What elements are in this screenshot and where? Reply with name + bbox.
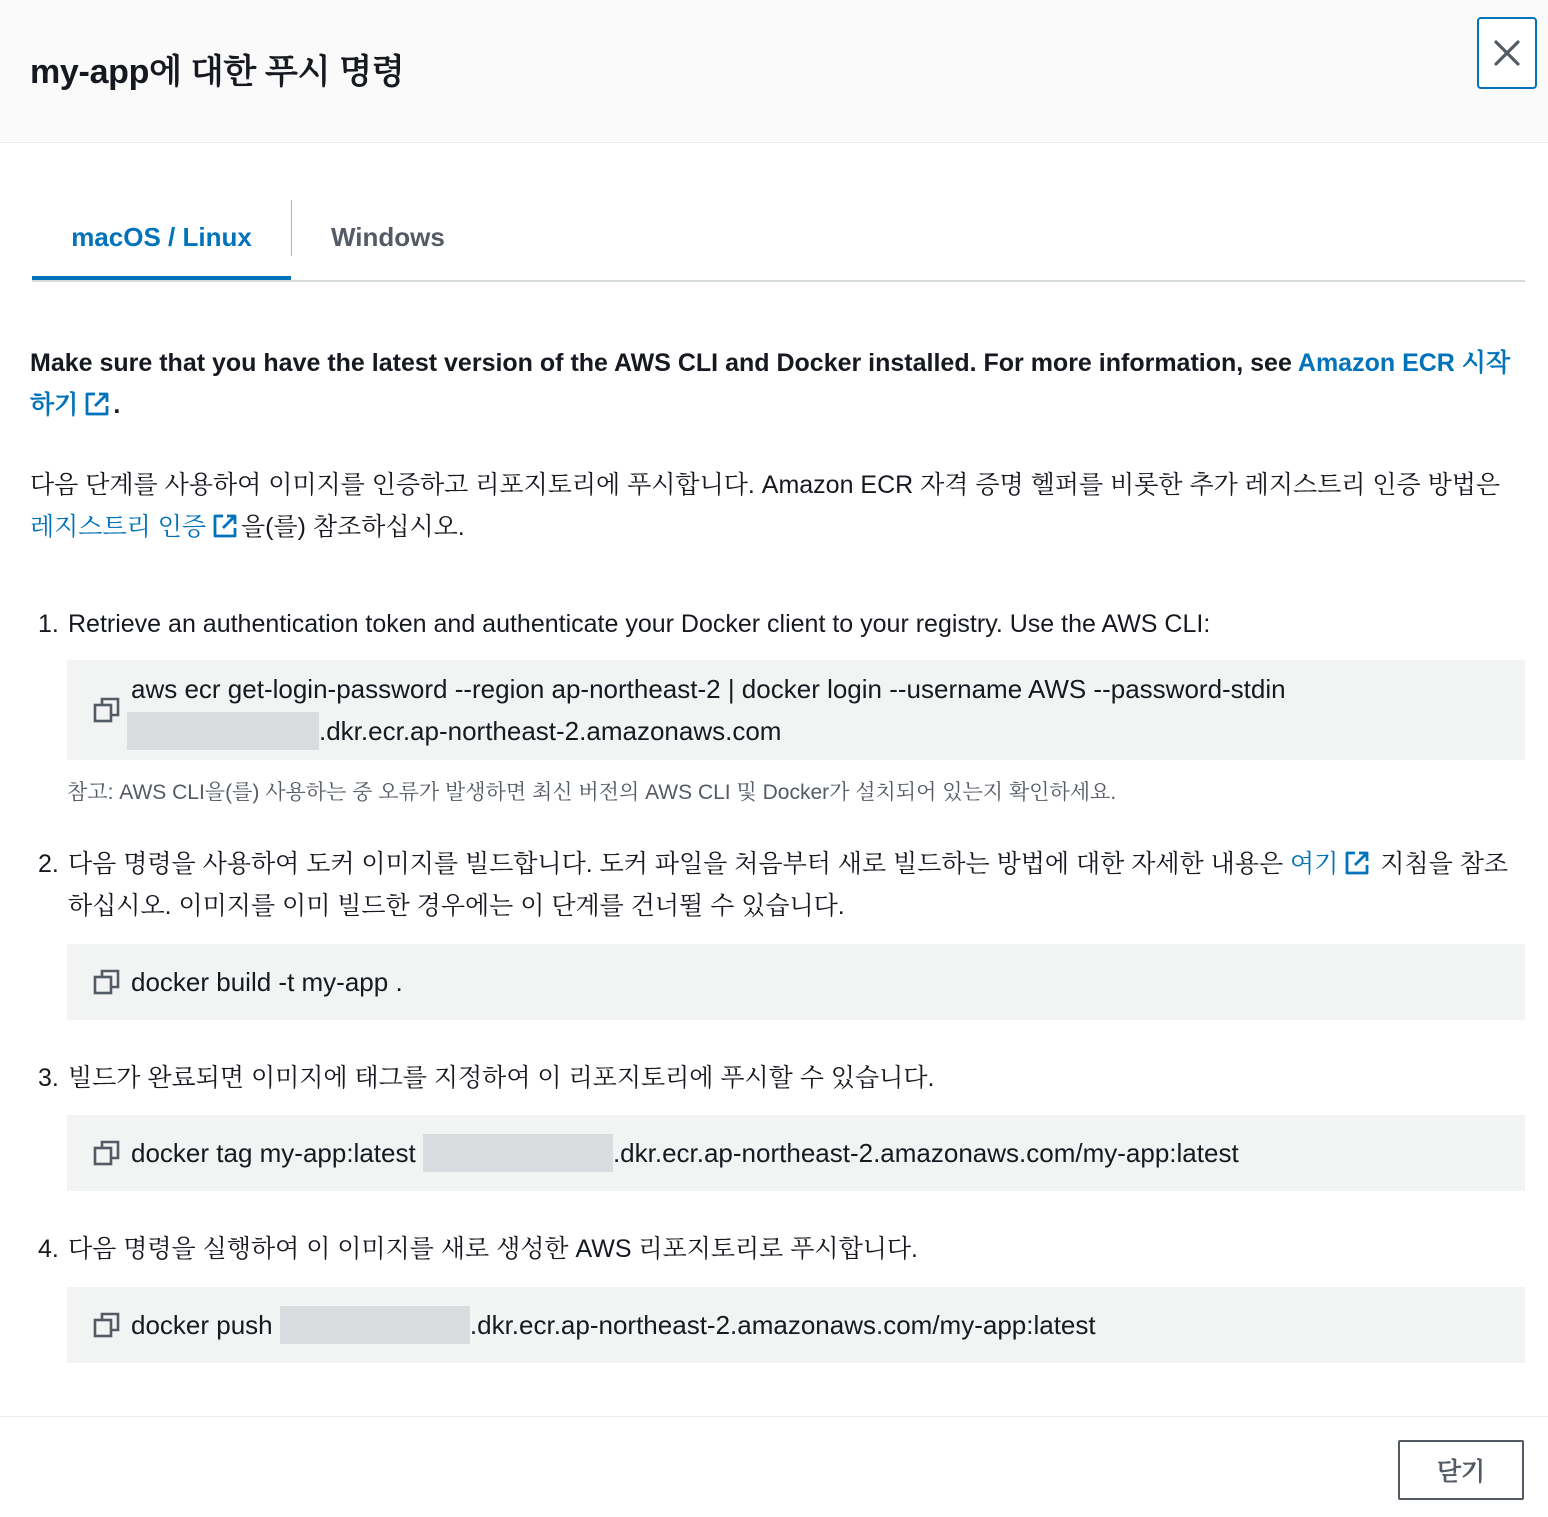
registry-auth-link[interactable] <box>30 513 241 541</box>
modal-header <box>0 0 1548 143</box>
step-text: Retrieve an authentication token and authenticate your Docker client to your registry. Use the AWS CLI: <box>68 610 1211 638</box>
redacted-account-id <box>127 712 319 750</box>
code-line-2 <box>127 710 781 752</box>
modal-title: my-app에 대한 푸시 명령 <box>30 53 405 91</box>
tag-command-suffix: .dkr.ecr.ap-northeast-2.amazonaws.com/my-app:latest <box>612 1138 1239 1168</box>
intro-suffix: . <box>113 391 121 419</box>
close-modal-button[interactable]: 닫기 <box>1398 1440 1524 1500</box>
redacted-account-id <box>423 1134 613 1172</box>
close-icon <box>1492 38 1522 68</box>
redacted-account-id <box>280 1306 470 1344</box>
step-text-before: 다음 명령을 사용하여 도커 이미지를 빌드합니다. 도커 파일을 처음부터 새로 빌드하는 방법에 대한 자세한 내용은 <box>68 850 1291 878</box>
code-block-build <box>67 944 1525 1020</box>
ecr-getting-started-link-label: Amazon ECR 시작하기 <box>30 349 1511 419</box>
step-4 <box>38 1228 1518 1270</box>
step-1 <box>38 603 1518 645</box>
tab-macos-linux[interactable]: macOS / Linux <box>32 196 291 278</box>
auth-paragraph <box>30 464 1520 548</box>
external-link-icon <box>1344 850 1370 876</box>
code-block-tag <box>67 1115 1525 1191</box>
step-text-after: 지침을 참조하십시오. 이미지를 이미 빌드한 경우에는 이 단계를 건너뛸 수 있습니다. <box>68 850 1509 920</box>
step-number: 4. <box>38 1235 59 1263</box>
copy-icon[interactable] <box>93 1311 121 1339</box>
os-tabs <box>32 196 1525 282</box>
code-line-2-text: .dkr.ecr.ap-northeast-2.amazonaws.com <box>319 716 782 746</box>
copy-icon[interactable] <box>93 696 121 724</box>
tab-windows[interactable]: Windows <box>331 221 445 252</box>
external-link-icon <box>212 513 238 539</box>
copy-icon[interactable] <box>93 1139 121 1167</box>
step-text <box>68 843 1518 927</box>
cli-note: 참고: AWS CLI을(를) 사용하는 중 오류가 발생하면 최신 버전의 AWS CLI 및 Docker가 설치되어 있는지 확인하세요. <box>67 781 1117 804</box>
registry-auth-link-label: 레지스트리 인증 <box>30 513 206 541</box>
intro-body: Make sure that you have the latest version of the AWS CLI and Docker installed. For more information, see <box>30 349 1298 377</box>
modal-footer <box>0 1416 1548 1517</box>
step-number: 1. <box>38 610 59 638</box>
code-block-login <box>67 660 1525 760</box>
build-command: docker build -t my-app . <box>131 967 403 997</box>
tag-command-prefix: docker tag my-app:latest <box>131 1138 416 1168</box>
tab-divider <box>291 200 292 256</box>
step-number: 3. <box>38 1064 59 1092</box>
step-text: 다음 명령을 실행하여 이 이미지를 새로 생성한 AWS 리포지토리로 푸시합니다. <box>68 1235 918 1263</box>
push-command <box>131 1304 1096 1346</box>
dockerfile-guide-link[interactable] <box>1290 850 1373 878</box>
step-2 <box>38 843 1518 920</box>
intro-text <box>30 342 1520 426</box>
push-command-suffix: .dkr.ecr.ap-northeast-2.amazonaws.com/my-app:latest <box>469 1310 1096 1340</box>
step-number: 2. <box>38 850 59 878</box>
auth-paragraph-body: 다음 단계를 사용하여 이미지를 인증하고 리포지토리에 푸시합니다. Amazon ECR 자격 증명 헬퍼를 비롯한 추가 레지스트리 인증 방법은 <box>30 471 1501 499</box>
push-command-prefix: docker push <box>131 1310 273 1340</box>
auth-paragraph-suffix: 을(를) 참조하십시오. <box>241 513 465 541</box>
code-block-push <box>67 1287 1525 1363</box>
close-button[interactable] <box>1477 17 1537 89</box>
step-3 <box>38 1057 1518 1099</box>
code-line-1: aws ecr get-login-password --region ap-northeast-2 | docker login --username AWS --password-stdin <box>131 674 1286 704</box>
step-text: 빌드가 완료되면 이미지에 태그를 지정하여 이 리포지토리에 푸시할 수 있습니다. <box>68 1064 935 1092</box>
dockerfile-guide-link-label: 여기 <box>1290 850 1339 878</box>
copy-icon[interactable] <box>93 968 121 996</box>
tag-command <box>131 1132 1239 1174</box>
external-link-icon <box>84 391 110 417</box>
